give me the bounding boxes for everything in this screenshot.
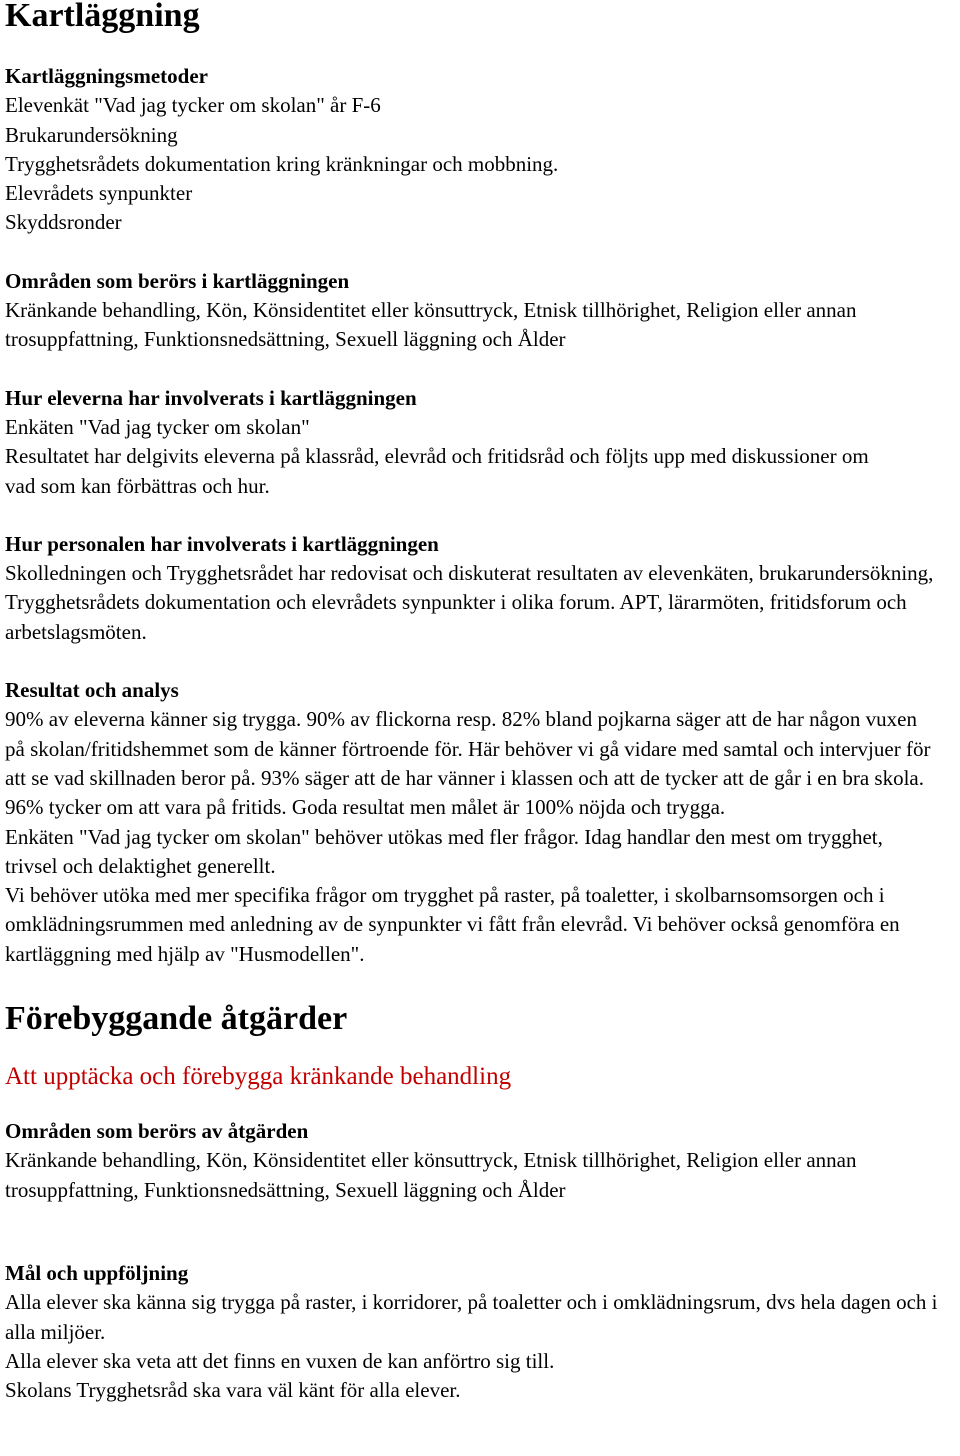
students-line-1: Enkäten "Vad jag tycker om skolan" [5, 414, 310, 439]
section-subtitle: Att upptäcka och förebygga kränkande behandling [5, 1063, 512, 1091]
section-title: Förebyggande åtgärder [5, 1000, 348, 1038]
list-item: Skyddsronder [5, 210, 122, 235]
goal-item: Alla elever ska känna sig trygga på raster, i korridorer, på toaletter och i omklädningsrum, dvs hela dagen och i alla miljöer. [5, 1290, 938, 1344]
methods-list [5, 91, 960, 237]
results-paragraph-3: Vi behöver utöka med mer specifika frågor om trygghet på raster, på toaletter, i skolbarnsomsorgen och i omklädningsrummen med anledning av de synpunkter vi fått från elevråd. Vi behöver också genomföra en kartläggning med hjälp av "Husmodellen". [5, 883, 900, 966]
goal-item: Skolans Trygghetsråd ska vara väl känt för alla elever. [5, 1378, 461, 1403]
goal-item: Alla elever ska veta att det finns en vuxen de kan anförtro sig till. [5, 1348, 555, 1373]
methods-heading: Kartläggningsmetoder [5, 64, 208, 88]
results-paragraph-2: Enkäten "Vad jag tycker om skolan" behöver utökas med fler frågor. Idag handlar den mest om trygghet, trivsel och delaktighet generellt. [5, 824, 883, 878]
areas-text: Kränkande behandling, Kön, Könsidentitet eller könsuttryck, Etnisk tillhörighet, Religion eller annan trosuppfattning, Funktionsnedsättning, Sexuell läggning och Ålder [5, 298, 857, 352]
staff-text: Skolledningen och Trygghetsrådet har redovisat och diskuterat resultaten av elevenkäten, brukarundersökning, Trygghetsrådets dokumentation och elevrådets synpunkter i olika forum. APT, lärarmöten, fritidsforum och arbetslagsmöten. [5, 561, 934, 644]
goals-heading: Mål och uppföljning [5, 1260, 189, 1285]
action-areas-heading: Områden som berörs av åtgärden [5, 1119, 309, 1144]
students-heading: Hur eleverna har involverats i kartläggningen [5, 385, 417, 410]
page-title: Kartläggning [5, 0, 200, 34]
results-paragraph-1: 90% av eleverna känner sig trygga. 90% av flickorna resp. 82% bland pojkarna säger att de har någon vuxen på skolan/fritidshemmet som de känner förtroende för. Här behöver vi gå vidare med samtal och intervjuer för att se vad skillnaden beror på. 93% säger att de har vänner i klassen och att de tycker att de går i en bra skola. 96% tycker om att vara på fritids. Goda resultat men målet är 100% nöjda och trygga. [5, 707, 931, 820]
results-heading: Resultat och analys [5, 678, 179, 703]
list-item: Brukarundersökning [5, 122, 178, 147]
document [5, 0, 960, 1405]
students-line-2: Resultatet har delgivits eleverna på klassråd, elevråd och fritidsråd och följts upp med diskussioner om vad som kan förbättras och hur. [5, 444, 869, 498]
areas-heading: Områden som berörs i kartläggningen [5, 268, 350, 293]
list-item: Trygghetsrådets dokumentation kring kränkningar och mobbning. [5, 151, 559, 176]
list-item: Elevrådets synpunkter [5, 181, 193, 206]
list-item: Elevenkät "Vad jag tycker om skolan" år F-6 [5, 93, 381, 118]
staff-heading: Hur personalen har involverats i kartläggningen [5, 531, 439, 556]
action-areas-text: Kränkande behandling, Kön, Könsidentitet eller könsuttryck, Etnisk tillhörighet, Religion eller annan trosuppfattning, Funktionsnedsättning, Sexuell läggning och Ålder [5, 1148, 857, 1202]
